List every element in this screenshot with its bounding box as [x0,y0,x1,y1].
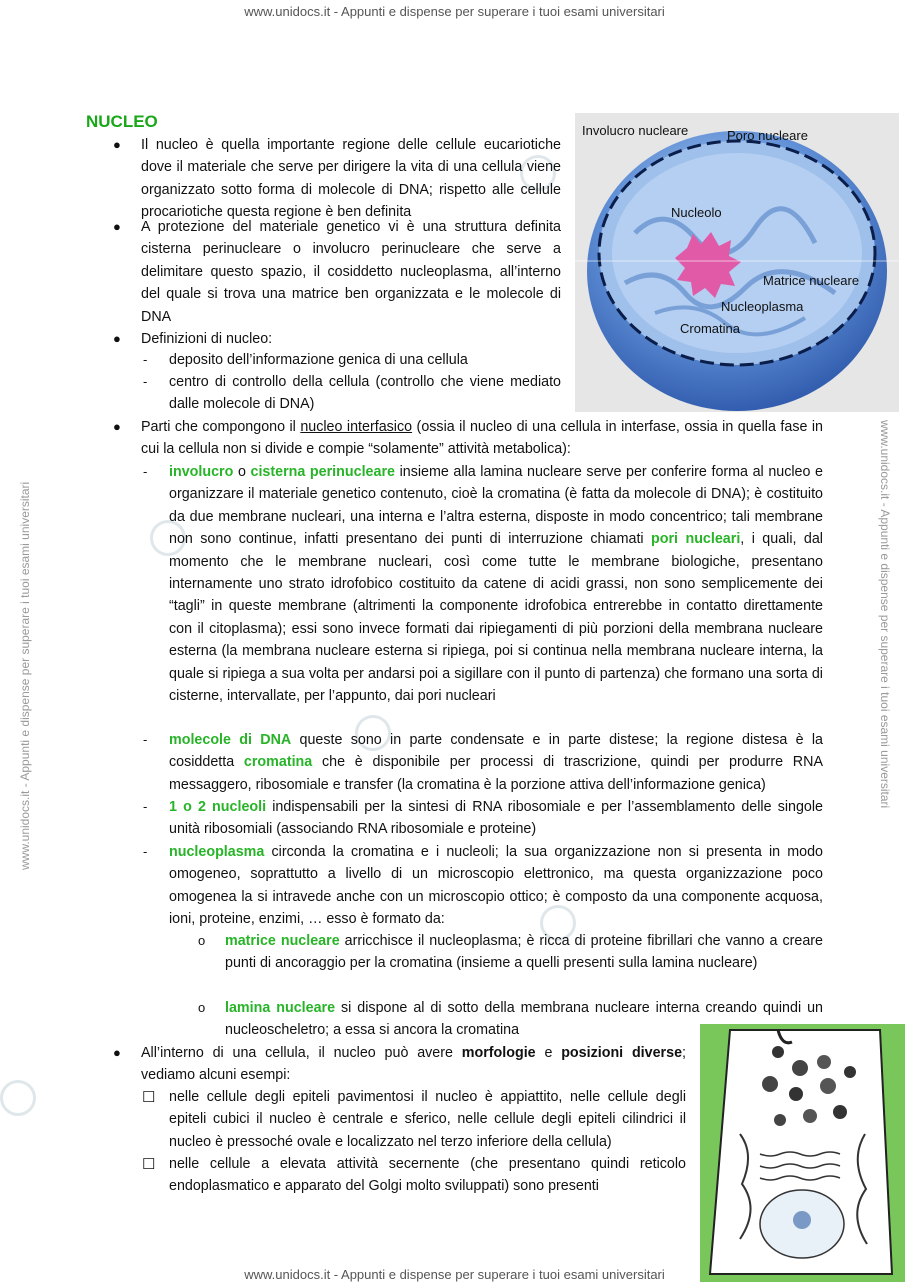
bullet-marker: ● [113,219,121,234]
circle-marker: o [198,1000,206,1015]
label-cromatina: Cromatina [680,321,740,336]
term-cromatina: cromatina [243,754,313,771]
circle-marker: o [198,933,206,948]
paragraph-parts: Parti che compongono il nucleo interfasico (ossia il nucleo di una cellula in interfase, ossia in quella fase in cui la cellula non si divide e compie “solamente” attività metabolica): [141,419,824,458]
label-nucleolo: Nucleolo [671,205,722,220]
part-nucleoplasma: nucleoplasma circonda la cromatina e i nucleoli; la sua organizzazione non si presenta in modo omogeneo, soprattutto a livello di un microscopio elettronico, ma questa organizzazione poco omogenea la si intravede anche con un microscopio ottico; è composto da una componente acquosa, ioni, proteine, enzimi, … esso è formato da: [169,844,823,928]
label-involucro: Involucro nucleare [582,123,689,138]
dash-marker: - [143,464,148,479]
page-header: www.unidocs.it - Appunti e dispense per superare i tuoi esami universitari [244,4,665,19]
nucleus-illustration [575,113,899,412]
definition-item-1: deposito dell’informazione genica di una cellula [169,352,468,368]
paragraph-intro: Il nucleo è quella importante regione delle cellule eucariotiche dove il materiale che serve per dirigere la vita di una cellula viene organizzato sotto forma di molecole di DNA; rispetto alle cellule procariotiche questa regione è ben definita [141,137,561,221]
dash-marker: - [143,374,148,389]
label-poro: Poro nucleare [727,128,808,143]
term-involucro: involucro [169,464,234,480]
dash-marker: - [143,844,148,859]
checkbox-marker: ☐ [142,1156,156,1173]
dash-marker: - [143,799,148,814]
side-watermark-right: www.unidocs.it - Appunti e dispense per superare i tuoi esami universitari [878,420,892,809]
part-dna: molecole di DNA queste sono in parte condensate e in parte distese; la regione distesa è la cosiddetta cromatina che è disponibile per processi di trascrizione, quindi per produrre RNA messaggero, ribosomiale e transfer (la cromatina è la porzione attiva dell’informazione genica) [169,732,823,793]
paragraph-morphology: All’interno di una cellula, il nucleo può avere morfologie e posizioni diverse; vediamo alcuni esempi: [141,1045,687,1084]
dash-marker: - [143,352,148,367]
bullet-marker: ● [113,137,121,152]
term-dna: molecole di DNA [169,732,292,748]
part-matrice: matrice nucleare arricchisce il nucleoplasma; è ricca di proteine fibrillari che vanno a creare punti di ancoraggio per la cromatina (insieme a quelli presenti sulla lamina nucleare) [225,933,823,972]
bullet-marker: ● [113,419,121,434]
secretory-cell-illustration [700,1024,905,1282]
bullet-marker: ● [113,331,121,346]
paragraph-definitions: Definizioni di nucleo: [141,331,273,347]
term-nucleoplasma: nucleoplasma [169,844,265,860]
term-pori: pori nucleari [651,531,741,548]
label-nucleoplasma: Nucleoplasma [721,299,804,314]
checkbox-marker: ☐ [142,1089,156,1106]
side-watermark-left: www.unidocs.it - Appunti e dispense per superare i tuoi esami universitari [18,481,32,870]
label-matrice: Matrice nucleare [763,273,860,288]
page-footer: www.unidocs.it - Appunti e dispense per superare i tuoi esami universitari [244,1267,665,1282]
part-involucro: involucro o cisterna perinucleare insieme alla lamina nucleare serve per conferire forma al nucleo e organizzare il materiale genetico contenuto, cioè la cromatina (è fatta da molecole di DNA); è costituito da due membrane nucleari, una interna e l’altra esterna, disposte in modo concentrico; tali membrane non sono continue, infatti presentano dei punti di interruzione chiamati pori nucleari, i quali, dal momento che le membrane nucleari, così come tutte le membrane biologiche, presentano internamente uno strato idrofobico costituito da catene di acidi grassi, non sono semplicemente dei “tagli” in queste membrane (altrimenti la componente idrofobica entrerebbe in contatto direttamente con il citoplasma); essi sono invece formati dai ripiegamenti di più porzioni della membrana nucleare esterna (la membrana nucleare esterna si ripiega, poi si continua nella membrana nucleare interna, la quale si ripiega a sua volta per andarsi poi a sigillare con il punto di partenza) che formano una sorta di cisterne, intervallate, per l’appunto, dai pori nucleari [169,464,824,705]
paragraph-protection: A protezione del materiale genetico vi è una struttura definita cisterna perinucleare o involucro perinucleare che serve a delimitare questo spazio, il cosiddetto nucleoplasma, all’interno del quale si trova una matrice ben organizzata e le molecole di DNA [141,219,561,325]
page-title: NUCLEO [86,112,158,131]
term-lamina: lamina nucleare [225,1000,336,1016]
term-nucleo-interfasico: nucleo interfasico [300,419,413,435]
example-secreting: nelle cellule a elevata attività secernente (che presentano quindi reticolo endoplasmatico e apparato del Golgi molto sviluppati) sono presenti [169,1156,686,1195]
term-matrice: matrice nucleare [225,933,340,949]
bullet-marker: ● [113,1045,121,1060]
part-nucleoli: 1 o 2 nucleoli indispensabili per la sintesi di RNA ribosomiale e per l’assemblamento delle singole unità ribosomiali (associando RNA ribosomiale e proteine) [169,799,823,838]
term-nucleoli: 1 o 2 nucleoli [169,799,267,815]
dash-marker: - [143,732,148,747]
term-cisterna: cisterna perinucleare [250,464,395,480]
watermark-ring [0,1080,36,1116]
example-epithelia: nelle cellule degli epiteli pavimentosi il nucleo è appiattito, nelle cellule degli epiteli cubici il nucleo è centrale e sferico, nelle cellule degli epiteli cilindrici il nucleo è pressoché ovale e localizzato nel terzo inferiore della cellula) [169,1089,686,1150]
definition-item-2: centro di controllo della cellula (controllo che viene mediato dalle molecole di DNA) [169,374,561,413]
part-lamina: lamina nucleare si dispone al di sotto della membrana nucleare interna creando quindi un nucleoscheletro; a essa si ancora la cromatina [225,1000,823,1039]
